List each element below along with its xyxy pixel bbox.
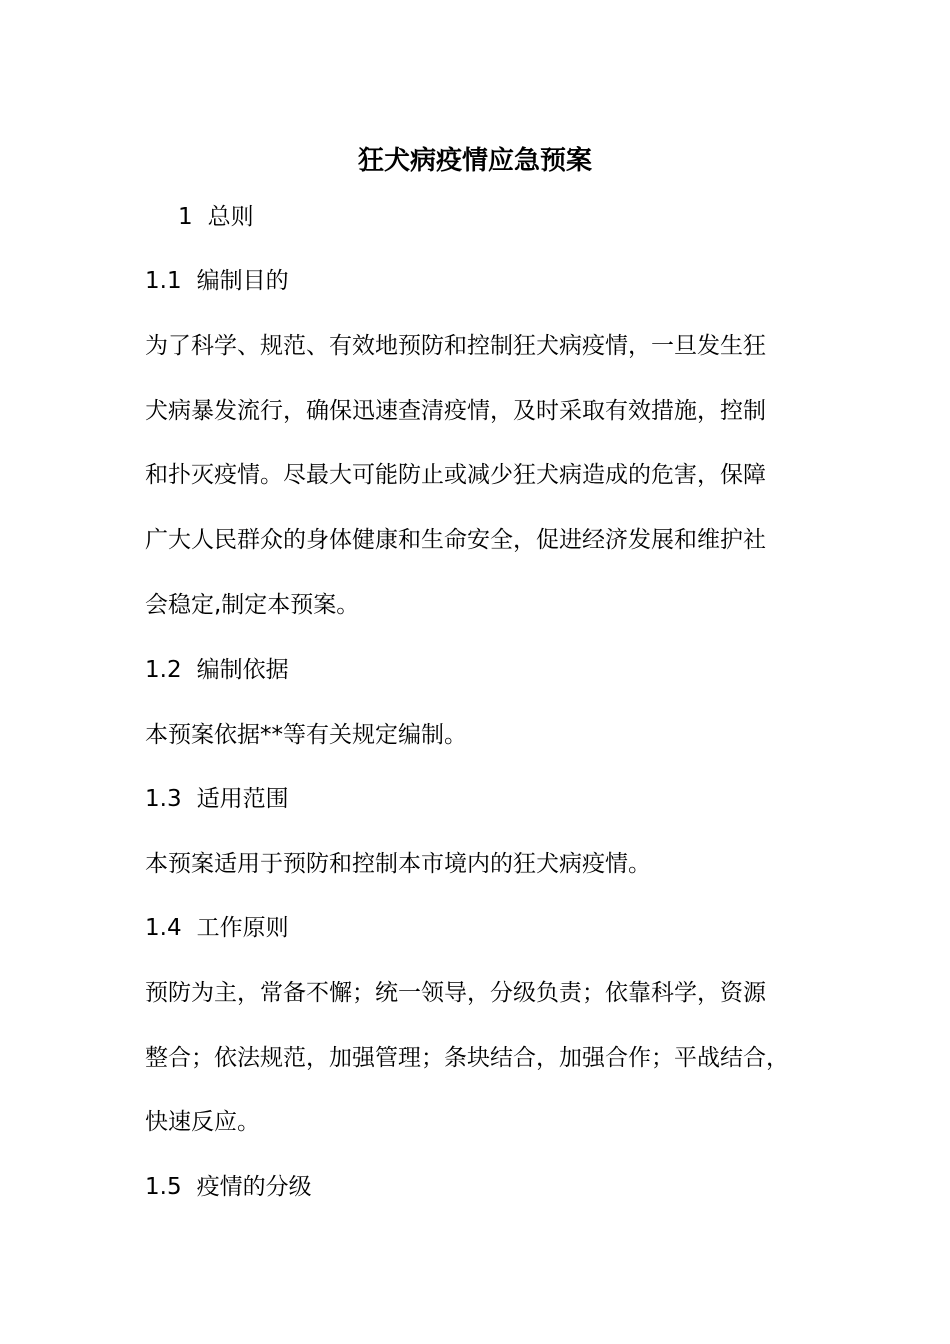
section-number: 1.5 (145, 1174, 182, 1200)
paragraph-line: 预防为主，常备不懈；统一领导，分级负责；依靠科学，资源 (145, 980, 766, 1006)
paragraph-line: 犬病暴发流行，确保迅速查清疫情，及时采取有效措施，控制 (145, 397, 766, 424)
paragraph-purpose (145, 314, 835, 638)
section-heading-1-5 (145, 1172, 312, 1202)
section-title: 工作原则 (196, 915, 289, 941)
paragraph-principles (145, 961, 835, 1155)
section-title: 编制依据 (196, 657, 289, 683)
paragraph-basis: 本预案依据**等有关规定编制。 (145, 722, 467, 748)
section-number: 1.2 (145, 657, 182, 683)
paragraph-line: 为了科学、规范、有效地预防和控制狂犬病疫情，一旦发生狂 (145, 333, 766, 359)
section-heading-1-2 (145, 655, 289, 685)
section-title: 疫情的分级 (196, 1174, 312, 1200)
paragraph-line: 和扑灭疫情。尽最大可能防止或减少狂犬病造成的危害，保障 (145, 462, 766, 489)
section-title: 编制目的 (196, 268, 289, 294)
section-heading-1-3 (145, 784, 289, 814)
paragraph-line: 整合；依法规范，加强管理；条块结合，加强合作；平战结合， (145, 1044, 789, 1071)
paragraph-scope: 本预案适用于预防和控制本市境内的狂犬病疫情。 (145, 851, 651, 877)
section-heading-1-4 (145, 913, 289, 943)
section-title: 总则 (207, 204, 254, 230)
section-title: 适用范围 (196, 786, 289, 812)
section-number: 1.4 (145, 915, 182, 941)
section-heading-1 (178, 202, 254, 232)
paragraph-line: 会稳定,制定本预案。 (145, 591, 360, 618)
section-number: 1 (178, 204, 193, 230)
paragraph-line: 快速反应。 (145, 1109, 260, 1136)
section-number: 1.3 (145, 786, 182, 812)
paragraph-line: 广大人民群众的身体健康和生命安全，促进经济发展和维护社 (145, 527, 766, 554)
document-title: 狂犬病疫情应急预案 (357, 146, 592, 176)
section-heading-1-1 (145, 266, 289, 296)
section-number: 1.1 (145, 268, 182, 294)
